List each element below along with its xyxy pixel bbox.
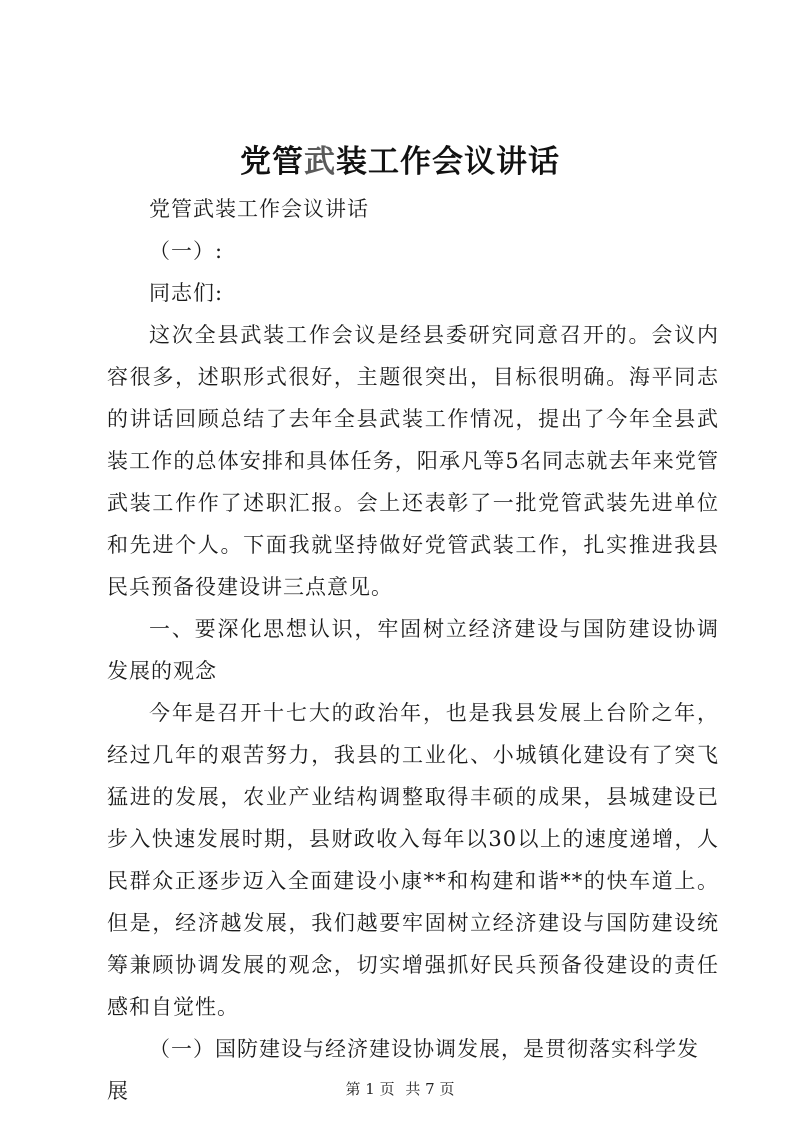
subheading-paragraph: （一）国防建设与经济建设协调发展，是贯彻落实科学发展 (107, 1037, 699, 1103)
title-text-part3: 装工作会议讲话 (336, 144, 560, 180)
page-footer (0, 1078, 800, 1099)
section-marker-paragraph: （一）: (149, 239, 224, 263)
title-text-part2: 武 (304, 144, 336, 180)
page-number: 第 1 页 (345, 1080, 395, 1098)
body-paragraph: 今年是召开十七大的政治年，也是我县发展上台阶之年，经过几年的艰苦努力，我县的工业化、小城镇化建设有了突飞猛进的发展，农业产业结构调整取得丰硕的成果，县城建设已步入快速发展时期，县财政收入每年以30以上的速度递增，人民群众正逐步迈入全面建设小康**和构建和谐**的快车道上。但是，经济越发展，我们越要牢固树立经济建设与国防建设统筹兼顾协调发展的观念，切实增强抓好民兵预备役建设的责任感和自觉性。 (107, 701, 719, 1019)
page-total: 共 7 页 (405, 1080, 455, 1098)
document-body (107, 188, 719, 1112)
document-title (0, 140, 800, 184)
title-text-part1: 党管 (240, 144, 304, 180)
body-paragraph: 这次全县武装工作会议是经县委研究同意召开的。会议内容很多，述职形式很好，主题很突出，目标很明确。海平同志的讲话回顾总结了去年全县武装工作情况，提出了今年全县武装工作的总体安排和具体任务，阳承凡等5名同志就去年来党管武装工作作了述职汇报。会上还表彰了一批党管武装先进单位和先进个人。下面我就坚持做好党管武装工作，扎实推进我县民兵预备役建设讲三点意见。 (107, 323, 719, 599)
heading-paragraph: 一、要深化思想认识，牢固树立经济建设与国防建设协调发展的观念 (107, 617, 719, 683)
salutation-paragraph: 同志们: (149, 281, 224, 305)
subtitle-paragraph: 党管武装工作会议讲话 (149, 197, 369, 221)
